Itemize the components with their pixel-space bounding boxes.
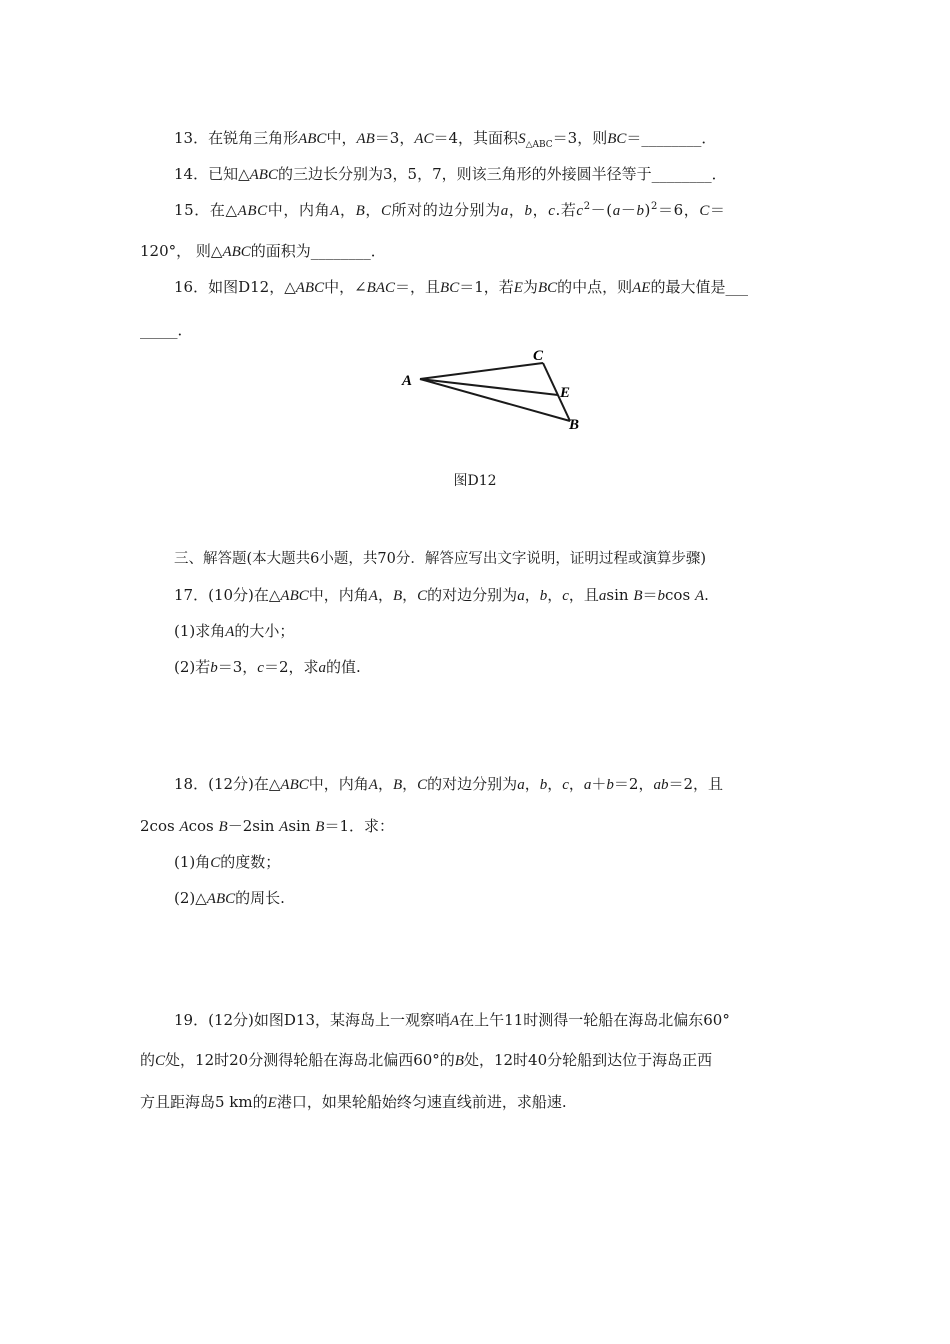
segment-ae: [420, 379, 558, 395]
section-heading: 三、解答题(本大题共6小题，共70分．解答应写出文字说明，证明过程或演算步骤): [174, 551, 706, 567]
question-18-part-2: (2)△ABC的周长.: [174, 889, 285, 907]
question-19-line-1: 19．(12分)如图D13，某海岛上一观察哨A在上午11时测得一轮船在海岛北偏东60°: [174, 1011, 730, 1029]
triangle-figure-d12: [395, 345, 615, 435]
question-17-part-1: (1)求角A的大小；: [174, 622, 295, 640]
segment-ab: [420, 379, 570, 421]
question-18-part-1: (1)角C的度数；: [174, 853, 281, 871]
answer-blank: _____．: [140, 321, 193, 339]
question-18-line-1: 18．(12分)在△ABC中，内角A，B，C的对边分别为a，b，c，a＋b＝2，ab＝2，且: [174, 775, 724, 793]
question-19-line-2: 的C处，12时20分测得轮船在海岛北偏西60°的B处，12时40分轮船到达位于海岛正西: [140, 1051, 713, 1069]
question-number: 19．: [174, 1011, 209, 1029]
question-number: 15．: [174, 201, 210, 219]
question-19-line-3: 方且距海岛5 km的E港口，如果轮船始终匀速直线前进，求船速.: [140, 1093, 567, 1111]
question-13: 13．在锐角三角形ABC中，AB＝3，AC＝4，其面积$S_{\triangle ABC}=3$，则BC＝________．: [174, 129, 717, 150]
question-number: 16．: [174, 278, 209, 296]
vertex-label-c: C: [533, 348, 544, 364]
vertex-label-b: B: [569, 417, 580, 433]
question-16-line-1: 16．如图D12，△ABC中，∠BAC＝，且BC＝1，若E为BC的中点，则AE的最大值是___: [174, 278, 748, 296]
segment-ac: [420, 363, 543, 379]
answer-blank: ＝________．: [626, 129, 717, 147]
question-15-line-1: 15．在△ABC中，内角A，B，C所对的边分别为a，b，c.若$c^2-(a-b)^2=6$，C＝: [174, 201, 726, 219]
question-16-line-2: [140, 320, 193, 340]
question-17: 17．(10分)在△ABC中，内角A，B，C的对边分别为a，b，c，且asin B＝bcos A.: [174, 586, 709, 604]
answer-blank: 的面积为________．: [250, 242, 386, 260]
question-number: 18．: [174, 775, 209, 793]
question-15-line-2: 120°， 则△ABC的面积为________．: [140, 242, 386, 260]
figure-caption: 图D12: [453, 473, 497, 489]
question-17-part-2: (2)若b＝3，c＝2，求a的值.: [174, 658, 361, 676]
question-18-line-2: 2cos Acos B－2sin Asin B＝1．求：: [140, 817, 394, 835]
point-label-e: E: [560, 385, 571, 401]
question-number: 13．: [174, 129, 209, 147]
question-number: 17．: [174, 586, 209, 604]
vertex-label-a: A: [402, 373, 413, 389]
question-number: 14．: [174, 165, 209, 183]
question-14: 14．已知△ABC的三边长分别为3，5，7，则该三角形的外接圆半径等于________．: [174, 165, 727, 183]
